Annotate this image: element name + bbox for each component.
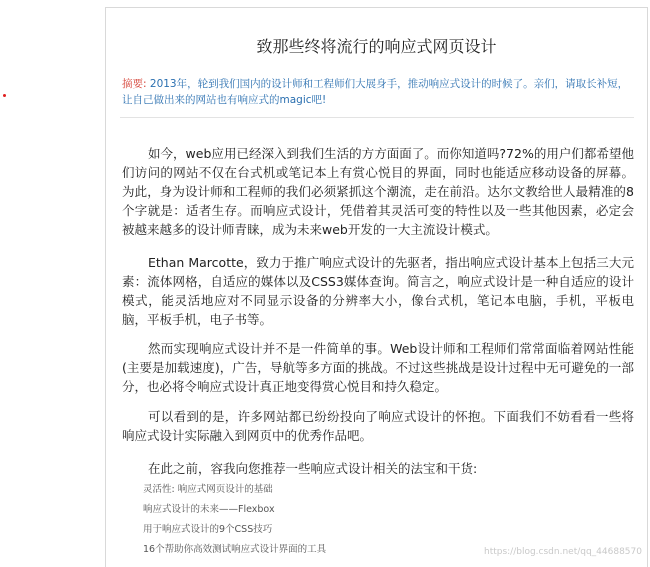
- article-summary: [122, 76, 634, 108]
- recommended-link[interactable]: 16个帮助你高效测试响应式设计界面的工具: [143, 544, 327, 555]
- red-dot-marker: [3, 94, 6, 97]
- article-paragraph: 在此之前，容我向您推荐一些响应式设计相关的法宝和干货:: [148, 460, 478, 476]
- article-paragraph: 然而实现响应式设计并不是一件简单的事。Web设计师和工程师们常常面临着网站性能(主要是加载速度)，广告，导航等多方面的挑战。不过这些挑战是设计过程中无可避免的一部分，也必将令响应式设计真正地变得赏心悦目和持久稳定。: [122, 340, 634, 394]
- summary-text: 2013年，轮到我们国内的设计师和工程师们大展身手，推动响应式设计的时候了。亲们，请取长补短，让自己做出来的网站也有响应式的magic吧!: [122, 78, 629, 106]
- blog-watermark: https://blog.csdn.net/qq_44688570: [483, 547, 642, 557]
- recommended-link[interactable]: 灵活性: 响应式网页设计的基础: [143, 484, 273, 495]
- recommended-link[interactable]: 用于响应式设计的9个CSS技巧: [143, 524, 273, 535]
- article-paragraph: Ethan Marcotte，致力于推广响应式设计的先驱者，指出响应式设计基本上包括三大元素：流体网格，自适应的媒体以及CSS3媒体查询。简言之，响应式设计是一种自适应的设计模式，能灵活地应对不同显示设备的分辨率大小，像台式机，笔记本电脑，手机，平板电脑，平板手机，电子书等。: [122, 254, 634, 327]
- article-panel: [105, 7, 648, 567]
- article-paragraph: 如今，web应用已经深入到我们生活的方方面面了。而你知道吗?72%的用户们都希望他们访问的网站不仅在台式机或笔记本上有赏心悦目的界面，同时也能适应移动设备的屏幕。为此，身为设计师和工程师的我们必须紧抓这个潮流，走在前沿。达尔文教给世人最精准的8个字就是：适者生存。而响应式设计，凭借着其灵活可变的特性以及一些其他因素，必定会被越来越多的设计师青睐，成为未来web开发的一大主流设计模式。: [122, 145, 634, 237]
- article-paragraph: 可以看到的是，许多网站都已纷纷投向了响应式设计的怀抱。下面我们不妨看看一些将响应式设计实际融入到网页中的优秀作品吧。: [122, 408, 634, 443]
- summary-divider: [120, 117, 634, 118]
- recommended-link[interactable]: 响应式设计的未来——Flexbox: [143, 504, 275, 515]
- summary-label: 摘要:: [122, 78, 147, 90]
- article-title: 致那些终将流行的响应式网页设计: [256, 37, 497, 56]
